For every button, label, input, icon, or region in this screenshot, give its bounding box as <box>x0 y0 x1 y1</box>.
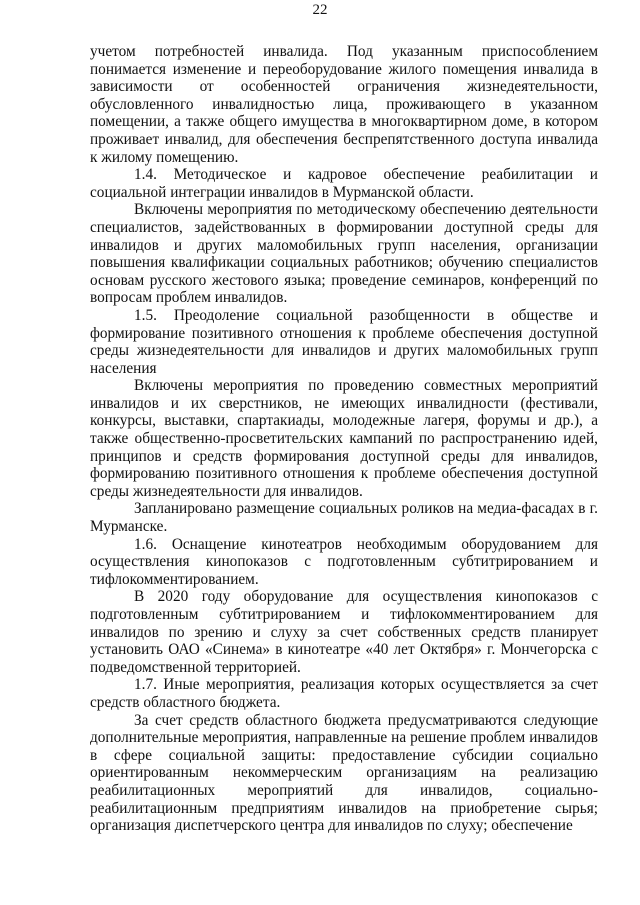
paragraph-regional-budget: За счет средств областного бюджета предусматриваются следующие дополнительные мероприятия, направленные на решение проблем инвалидов в сфере социальной защиты: предоставление субсидии социально ориентированным некоммерческим организациям на реализацию реабилитационных мероприятий для инвалидов, социально-реабилитационным предприятиям инвалидов на приобретение сырья; организация диспетчерского центра для инвалидов по слуху; обеспечение <box>90 711 598 835</box>
document-body <box>90 43 598 835</box>
section-heading-1-7: 1.7. Иные мероприятия, реализация которых осуществляется за счет средств областного бюджета. <box>90 676 598 711</box>
section-heading-1-4: 1.4. Методическое и кадровое обеспечение реабилитации и социальной интеграции инвалидов в Мурманской области. <box>90 166 598 201</box>
page-number: 22 <box>312 2 328 18</box>
paragraph-media-facades: Запланировано размещение социальных роликов на медиа-фасадах в г. Мурманске. <box>90 500 598 536</box>
paragraph-accommodation-definition: учетом потребностей инвалида. Под указанным приспособлением понимается изменение и переоборудование жилого помещения инвалида в зависимости от особенностей ограничения жизнедеятельности, обусловленного инвалидностью лица, проживающего в указанном помещении, а также общего имущества в многоквартирном доме, в котором проживает инвалид, для обеспечения беспрепятственного доступа инвалида к жилому помещению. <box>90 43 598 166</box>
section-heading-1-5: 1.5. Преодоление социальной разобщенности в обществе и формирование позитивного отношения к проблеме обеспечения доступной среды жизнедеятельности для инвалидов и других маломобильных групп населения <box>90 306 598 377</box>
section-heading-1-6: 1.6. Оснащение кинотеатров необходимым оборудованием для осуществления кинопоказов с подготовленным субтитрированием и тифлокомментированием. <box>90 535 598 588</box>
paragraph-joint-events: Включены мероприятия по проведению совместных мероприятий инвалидов и их сверстников, не имеющих инвалидности (фестивали, конкурсы, выставки, спартакиады, молодежные лагеря, форумы и др.), а также общественно-просветительских кампаний по распространению идей, принципов и средств формирования доступной среды для инвалидов, формированию позитивного отношения к проблеме обеспечения доступной среды жизнедеятельности для инвалидов. <box>90 377 598 500</box>
paragraph-methodical-support: Включены мероприятия по методическому обеспечению деятельности специалистов, задействованных в формировании доступной среды для инвалидов и других маломобильных групп населения, организации повышения квалификации социальных работников; обучению специалистов основам русского жестового языка; проведение семинаров, конференций по вопросам проблем инвалидов. <box>90 201 598 307</box>
paragraph-cinema-equipment: В 2020 году оборудование для осуществления кинопоказов с подготовленным субтитрированием и тифлокомментированием для инвалидов по зрению и слуху за счет собственных средств планирует установить ОАО «Синема» в кинотеатре «40 лет Октября» г. Мончегорска с подведомственной территорией. <box>90 588 598 676</box>
